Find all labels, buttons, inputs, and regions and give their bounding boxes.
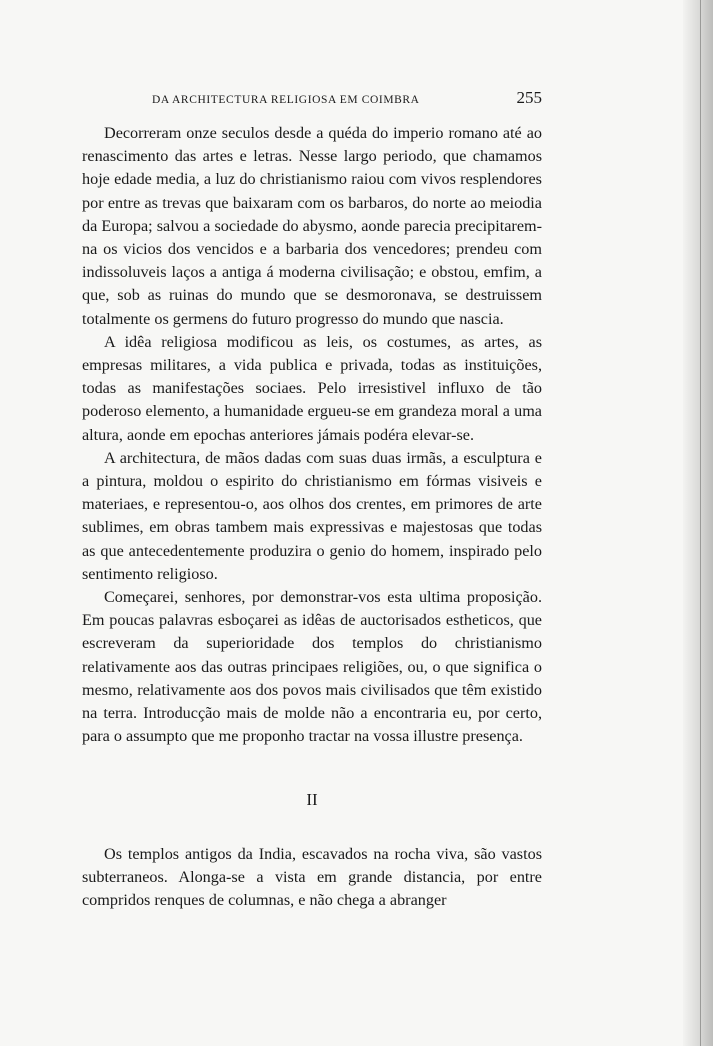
- page-edge-shadow: [683, 0, 713, 1046]
- section-heading: II: [306, 790, 318, 810]
- paragraph: A architectura, de mãos dadas com suas duas irmãs, a esculptura e a pintura, moldou o espirito do christianismo em fórmas visiveis e materiaes, e representou-o, aos olhos dos crentes, em primores de arte sublimes, em obras tambem mais expressivas e majestosas que todas as que antecedentemente produzira o genio do homem, inspirado pelo sentimento religioso.: [82, 448, 542, 583]
- body-text: [82, 122, 542, 912]
- page-number: 255: [516, 88, 542, 107]
- paragraph: A idêa religiosa modificou as leis, os costumes, as artes, as empresas militares, a vida publica e privada, todas as instituições, todas as manifestações sociaes. Pelo irresistivel influxo de tão poderoso elemento, a humanidade ergueu-se em grandeza moral a uma altura, aonde em epochas anteriores jámais podéra elevar-se.: [82, 332, 542, 444]
- page-header: [82, 88, 542, 108]
- paragraph: Os templos antigos da India, escavados na rocha viva, são vastos subterraneos. Alonga-se a vista em grande distancia, por entre compridos renques de columnas, e não chega a abranger: [82, 844, 542, 910]
- running-title: DA ARCHITECTURA RELIGIOSA EM COIMBRA: [152, 94, 420, 106]
- paragraph: Decorreram onze seculos desde a quéda do imperio romano até ao renascimento das artes e letras. Nesse largo periodo, que chamamos hoje edade media, a luz do christianismo raiou com vivos resplendores por entre as trevas que baixaram com os barbaros, do norte ao meiodia da Europa; salvou a sociedade do abysmo, aonde parecia precipitarem-na os vicios dos vencidos e a barbaria dos vencedores; prendeu com indissoluveis laços a antiga á moderna civilisação; e obstou, emfim, a que, sob as ruinas do mundo que se desmoronava, se destruissem totalmente os germens do futuro progresso do mundo que nascia.: [82, 124, 542, 328]
- page-edge-line: [700, 0, 701, 1046]
- paragraph: Começarei, senhores, por demonstrar-vos esta ultima proposição. Em poucas palavras esboçarei as idêas de auctorisados estheticos, que escreveram da superioridade dos templos do christianismo relativamente aos das outras principaes religiões, ou, o que significa o mesmo, relativamente aos dos povos mais civilisados que têm existido na terra. Introducção mais de molde não a encontraria eu, por certo, para o assumpto que me proponho tractar na vossa illustre presença.: [82, 588, 542, 746]
